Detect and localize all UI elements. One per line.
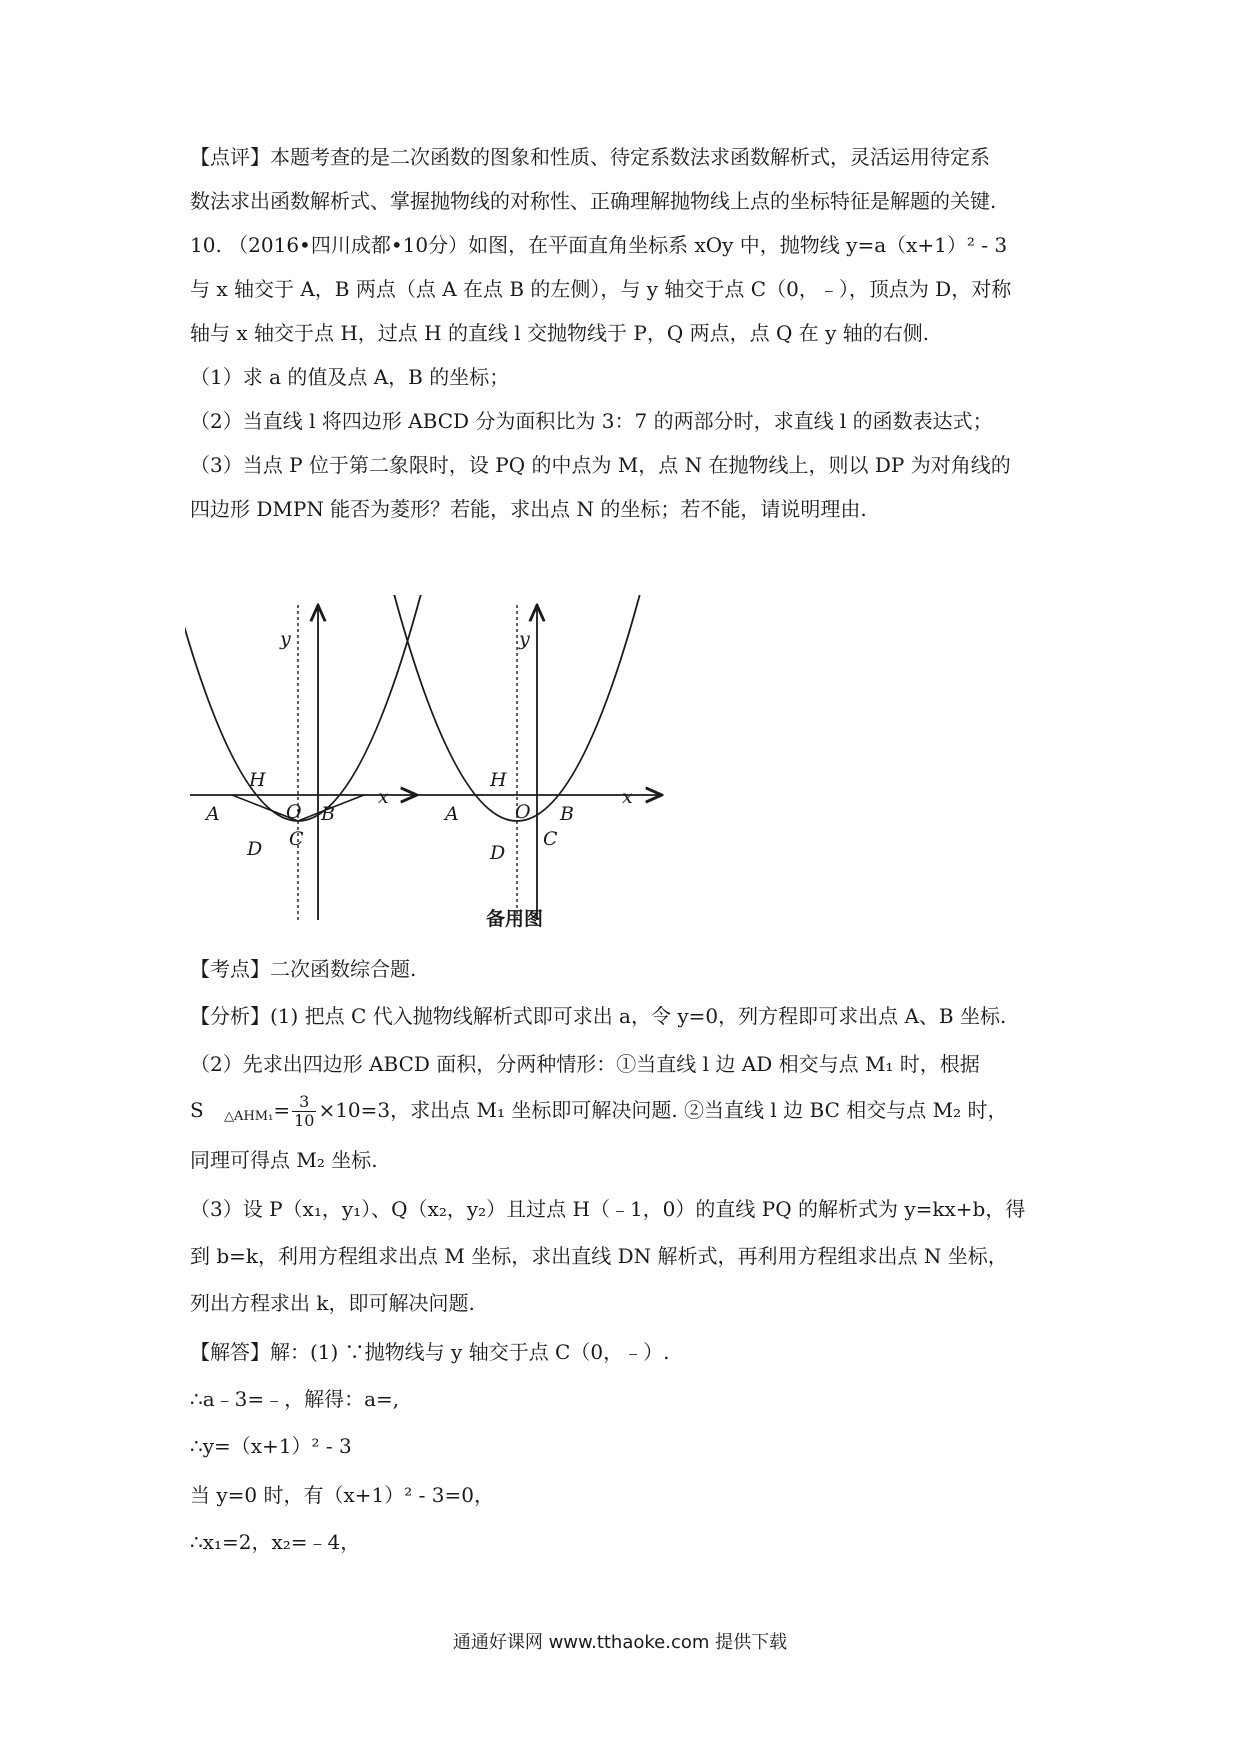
problem-10-line-1: 10. （2016•四川成都•10分）如图，在平面直角坐标系 xOy 中，抛物线 y=a（x+1）² - 3 bbox=[190, 233, 1008, 257]
page-footer: 通通好课网 www.tthaoke.com 提供下载 bbox=[452, 1632, 788, 1653]
part3-line-1: （3）设 P（x₁，y₁）、Q（x₂，y₂）且过点 H（﹣1，0）的直线 PQ 的解析式为 y=kx+b，得 bbox=[190, 1197, 1026, 1221]
formula-rest: ×10=3，求出点 M₁ 坐标即可解决问题. ②当直线 l 边 BC 相交与点 M₂ 时， bbox=[318, 1098, 1008, 1122]
label-o-1: O bbox=[286, 801, 302, 823]
answer-line-5: ∴x₁=2，x₂=﹣4， bbox=[190, 1530, 361, 1554]
label-b-1: B bbox=[321, 803, 335, 825]
label-a-2: A bbox=[445, 803, 459, 825]
fraction bbox=[292, 1093, 316, 1130]
part3-line-2: 到 b=k，利用方程组求出点 M 坐标，求出直线 DN 解析式，再利用方程组求出点 N 坐标， bbox=[190, 1244, 1008, 1268]
label-b-2: B bbox=[560, 803, 574, 825]
problem-10-line-2: 与 x 轴交于 A，B 两点（点 A 在点 B 的左侧），与 y 轴交于点 C（0，﹣），顶点为 D，对称 bbox=[190, 277, 1012, 301]
answer-line-2: ∴a﹣3=﹣，解得：a=, bbox=[190, 1387, 400, 1411]
fraction-denominator: 10 bbox=[294, 1111, 315, 1130]
problem-10-line-3: 轴与 x 轴交于点 H，过点 H 的直线 l 交抛物线于 P，Q 两点，点 Q 在 y 轴的右侧. bbox=[190, 321, 930, 345]
part3-line-3: 列出方程求出 k，即可解决问题. bbox=[190, 1291, 475, 1315]
label-c-2: C bbox=[543, 828, 558, 850]
parabola-1 bbox=[185, 595, 426, 821]
fenxi-1: 【分析】(1) 把点 C 代入抛物线解析式即可求出 a，令 y=0，列方程即可求出点 A、B 坐标. bbox=[190, 1004, 1007, 1028]
label-c-1: C bbox=[289, 828, 304, 850]
equals-sign: = bbox=[273, 1098, 291, 1122]
figure-caption: 备用图 bbox=[486, 908, 544, 930]
question-3-line-2: 四边形 DMPN 能否为菱形？若能，求出点 N 的坐标；若不能，请说明理由. bbox=[190, 497, 867, 521]
question-1: （1）求 a 的值及点 A，B 的坐标； bbox=[190, 365, 510, 389]
figure-svg bbox=[185, 595, 745, 940]
figure-2 bbox=[389, 595, 660, 930]
text-line-2: 数法求出函数解析式、掌握抛物线的对称性、正确理解抛物线上点的坐标特征是解题的关键. bbox=[190, 189, 997, 213]
parabola-figures bbox=[185, 595, 745, 940]
formula-line bbox=[190, 1093, 1070, 1131]
label-y-2: y bbox=[519, 628, 530, 650]
kaodian: 【考点】二次函数综合题. bbox=[190, 957, 417, 981]
answer-line-1: 【解答】解：(1) ∵抛物线与 y 轴交于点 C（0，﹣）. bbox=[190, 1340, 670, 1364]
question-2: （2）当直线 l 将四边形 ABCD 分为面积比为 3：7 的两部分时，求直线 l 的函数表达式； bbox=[190, 409, 993, 433]
fraction-numerator: 3 bbox=[292, 1093, 316, 1112]
area-symbol: S bbox=[190, 1098, 204, 1122]
fenxi-2: （2）先求出四边形 ABCD 面积，分两种情形：①当直线 l 边 AD 相交与点 M₁ 时，根据 bbox=[190, 1052, 980, 1076]
answer-line-3: ∴y=（x+1）² - 3 bbox=[190, 1434, 352, 1458]
tongli: 同理可得点 M₂ 坐标. bbox=[190, 1148, 378, 1172]
label-o-2: O bbox=[515, 801, 531, 823]
label-d-2: D bbox=[490, 842, 506, 864]
label-h-2: H bbox=[490, 769, 507, 791]
answer-line-4: 当 y=0 时，有（x+1）² - 3=0， bbox=[190, 1483, 494, 1507]
figure-1 bbox=[185, 595, 426, 920]
label-x-1: x bbox=[378, 786, 389, 808]
label-y-1: y bbox=[280, 628, 291, 650]
label-a-1: A bbox=[206, 803, 220, 825]
text-line-1: 【点评】本题考查的是二次函数的图象和性质、待定系数法求函数解析式，灵活运用待定系 bbox=[190, 145, 990, 169]
label-h-1: H bbox=[249, 769, 266, 791]
label-d-1: D bbox=[247, 838, 263, 860]
label-x-2: x bbox=[622, 786, 633, 808]
area-subscript: △AHM₁ bbox=[224, 1109, 274, 1124]
question-3-line-1: （3）当点 P 位于第二象限时，设 PQ 的中点为 M，点 N 在抛物线上，则以 DP 为对角线的 bbox=[190, 453, 1011, 477]
